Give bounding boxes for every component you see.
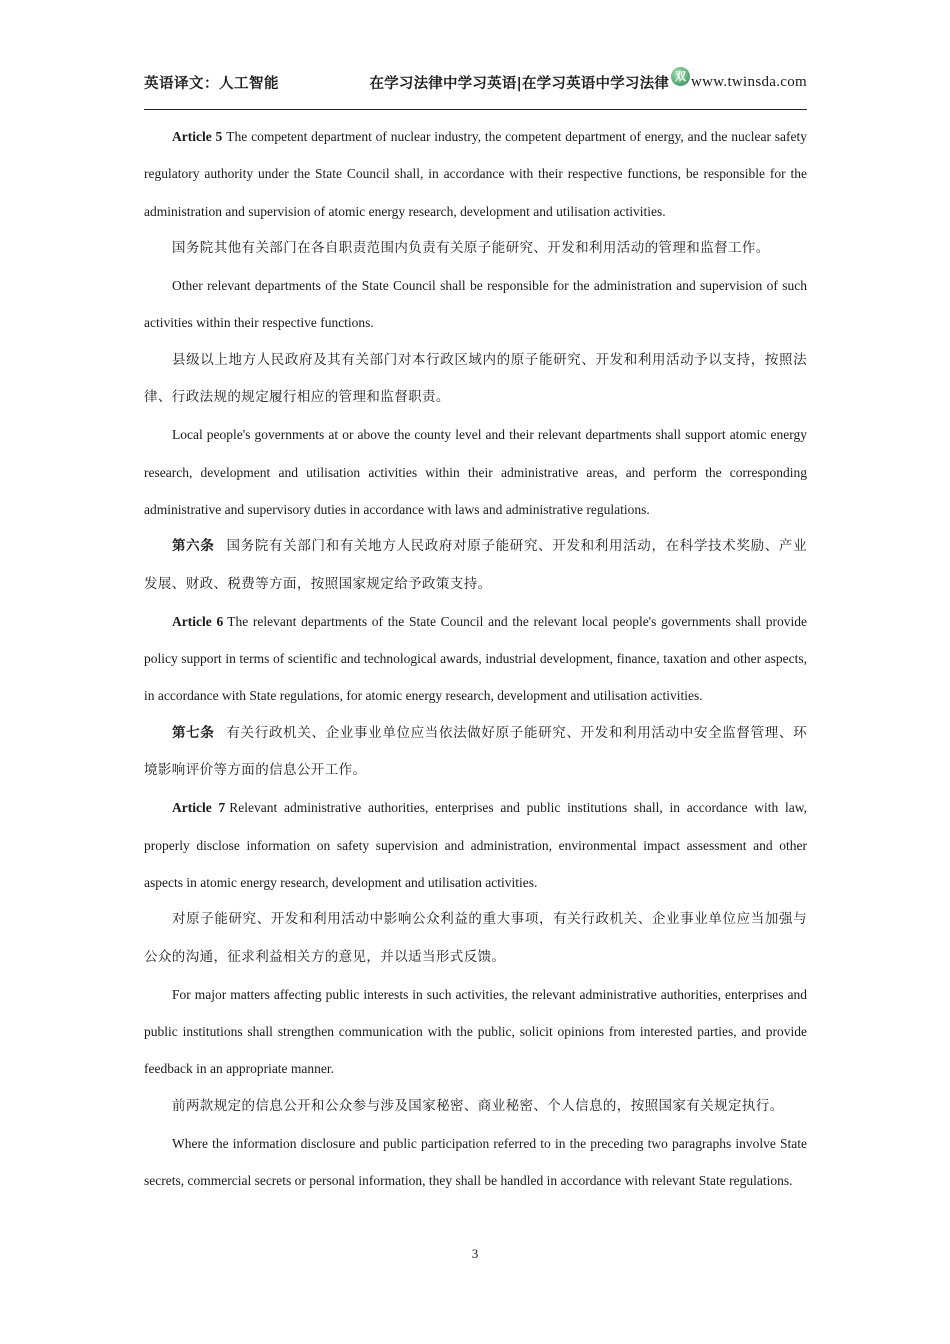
english-paragraph [144,1125,807,1200]
chinese-paragraph [144,901,807,976]
header-title: 英语译文：人工智能 [144,76,279,92]
paragraph-text: 县级以上地方人民政府及其有关部门对本行政区域内的原子能研究、开发和利用活动予以支持，按照法律、行政法规的规定履行相应的管理和监督职责。 [144,351,807,406]
english-paragraph [144,267,807,342]
paragraph-text: 对原子能研究、开发和利用活动中影响公众利益的重大事项，有关行政机关、企业事业单位应当加强与公众的沟通，征求利益相关方的意见，并以适当形式反馈。 [144,911,807,965]
article-label: Article 6 [172,613,224,629]
article-label: Article 7 [172,800,226,816]
chinese-paragraph [144,342,807,417]
header-right-group [369,72,807,93]
paragraph-text: Other relevant departments of the State Council shall be responsible for the administration and supervision of such activities within their respective functions. [144,278,807,331]
english-paragraph [144,118,807,230]
english-paragraph [144,789,807,901]
twinsda-logo-icon: 双 [671,67,690,86]
paragraph-text: For major matters affecting public interests in such activities, the relevant administrative authorities, enterprises and public institutions shall strengthen communication with the public, solicit opinions from interested parties, and provide feedback in an appropriate manner. [144,986,807,1077]
header-divider [144,109,807,110]
paragraph-text: Where the information disclosure and public participation referred to in the preceding two paragraphs involve State secrets, commercial secrets or personal information, they shall be handled in accordance with relevant State regulations. [144,1136,807,1189]
chinese-paragraph [144,528,807,603]
chinese-paragraph [144,1088,807,1125]
article-label: 第七条 [172,724,215,741]
english-paragraph [144,603,807,715]
header-url-link[interactable]: www.twinsda.com [690,74,807,90]
document-body [144,118,807,1200]
paragraph-text: The competent department of nuclear industry, the competent department of energy, and the nuclear safety regulatory authority under the State Council shall, in accordance with their respective functions, be responsible for the administration and supervision of atomic energy research, development and utilisation activities. [144,129,807,219]
article-label: 第六条 [172,538,215,555]
paragraph-text: Relevant administrative authorities, enterprises and public institutions shall, in accordance with law, properly disclose information on safety supervision and administration, environmental impact assessment and other aspects in atomic energy research, development and utilisation activities. [144,800,807,890]
paragraph-text: 有关行政机关、企业事业单位应当依法做好原子能研究、开发和利用活动中安全监督管理、环境影响评价等方面的信息公开工作。 [144,724,807,779]
page-header [144,70,807,96]
chinese-paragraph [144,230,807,267]
paragraph-text: 前两款规定的信息公开和公众参与涉及国家秘密、商业秘密、个人信息的，按照国家有关规定执行。 [172,1097,784,1114]
paragraph-text: Local people's governments at or above the county level and their relevant departments shall support atomic energy research, development and utilisation activities within their administrative areas, and perform the corresponding administrative and supervisory duties in accordance with laws and administrative regulations. [144,427,807,517]
header-slogan: 在学习法律中学习英语|在学习英语中学习法律 [369,76,669,92]
article-label: Article 5 [172,129,223,144]
paragraph-text: 国务院有关部门和有关地方人民政府对原子能研究、开发和利用活动，在科学技术奖励、产业发展、财政、税费等方面，按照国家规定给予政策支持。 [144,538,807,592]
english-paragraph [144,416,807,528]
english-paragraph [144,976,807,1088]
paragraph-text: 国务院其他有关部门在各自职责范围内负责有关原子能研究、开发和利用活动的管理和监督工作。 [172,239,770,256]
page-number: 3 [471,1246,479,1261]
paragraph-text: The relevant departments of the State Council and the relevant local people's governments shall provide policy support in terms of scientific and technological awards, industrial development, finance, taxation and other aspects, in accordance with State regulations, for atomic energy research, development and utilisation activities. [144,613,807,704]
chinese-paragraph [144,715,807,790]
